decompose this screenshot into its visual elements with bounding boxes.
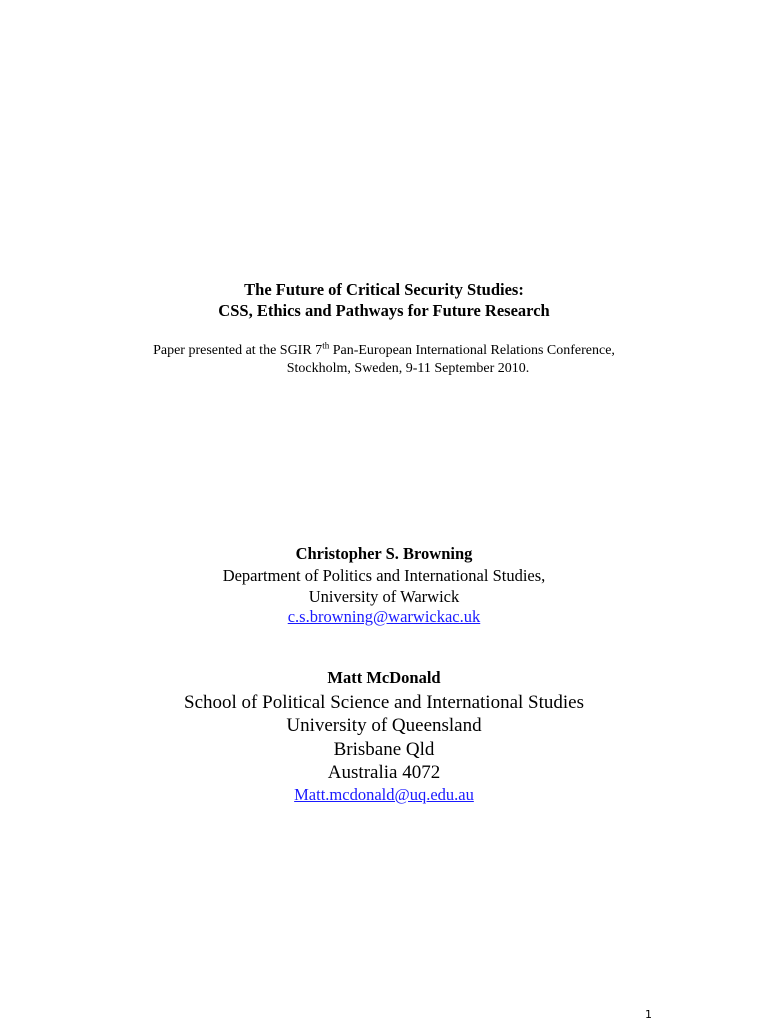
author-2-name: Matt McDonald [327, 668, 441, 687]
page-number: 1 [645, 1008, 652, 1021]
author-2-email [0, 785, 768, 805]
author-2-country: Australia 4072 [327, 762, 441, 783]
author-1-department: Department of Politics and International Studies, [222, 566, 546, 585]
paper-title-line-2: CSS, Ethics and Pathways for Future Research [218, 301, 550, 320]
presentation-note-line-2: Stockholm, Sweden, 9-11 September 2010. [286, 361, 530, 376]
presentation-note-text-after: Pan-European International Relations Conference, [329, 343, 615, 358]
author-2-university: University of Queensland [286, 715, 482, 736]
author-1-email-link[interactable]: c.s.browning@warwickac.uk [287, 607, 481, 626]
author-1-name: Christopher S. Browning [295, 544, 473, 563]
presentation-note-superscript: th [322, 340, 330, 351]
author-1-university: University of Warwick [308, 587, 460, 606]
presentation-note-text-before: Paper presented at the SGIR 7 [153, 343, 323, 358]
presentation-note-line-1 [0, 342, 768, 360]
author-2-email-link[interactable]: Matt.mcdonald@uq.edu.au [294, 785, 474, 804]
author-2-city: Brisbane Qld [333, 739, 435, 760]
author-1-email [0, 607, 768, 627]
author-2-school: School of Political Science and International Studies [184, 692, 584, 713]
paper-title-line-1: The Future of Critical Security Studies: [244, 280, 524, 299]
